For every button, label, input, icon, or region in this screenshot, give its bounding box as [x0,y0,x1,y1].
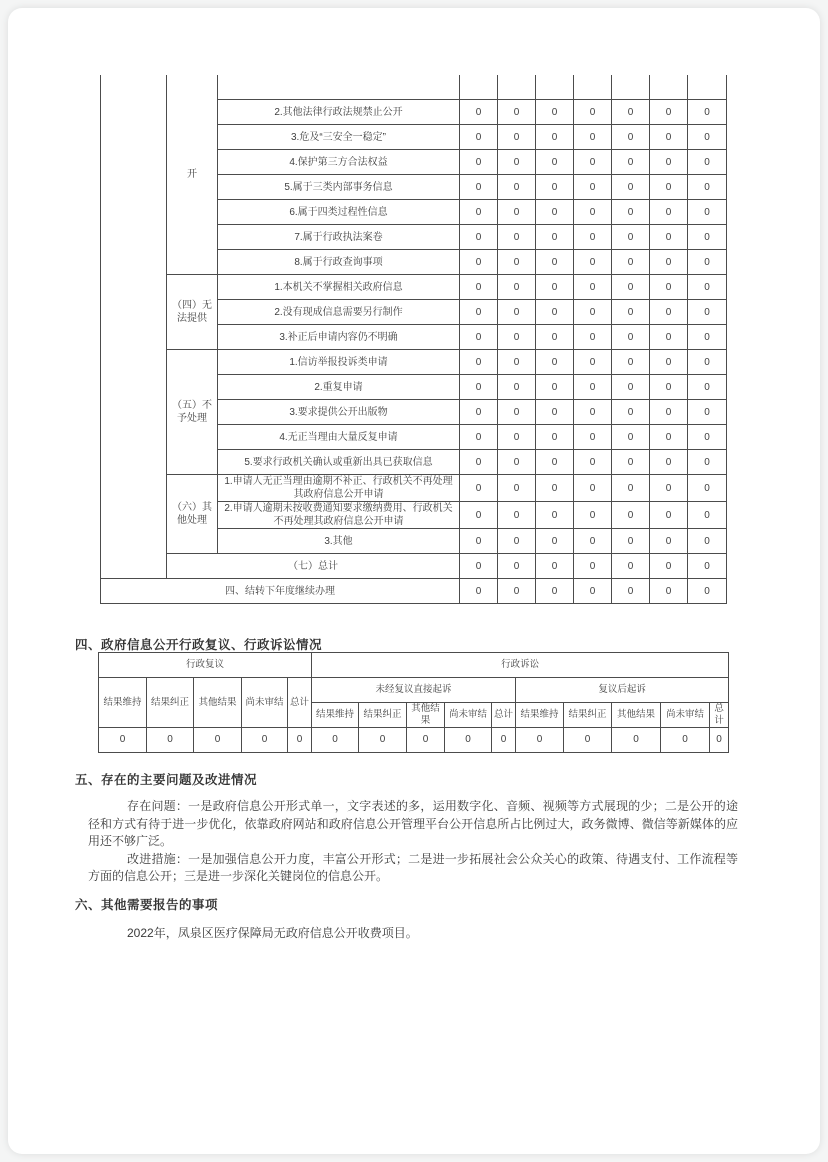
value-cell: 0 [612,375,650,400]
value-cell: 0 [460,350,498,375]
value-cell: 0 [650,150,688,175]
value-cell: 0 [574,175,612,200]
value-cell: 0 [460,425,498,450]
lawsuit-header-cell: 行政诉讼 [312,653,729,678]
direct-suit-header-cell: 未经复议直接起诉 [312,678,516,703]
row-label-cell: 5.要求行政机关确认或重新出具已获取信息 [218,450,460,475]
value-cell: 0 [574,225,612,250]
value-cell [612,75,650,100]
table-row [101,75,727,100]
value-cell: 0 [612,150,650,175]
improvements-paragraph: 改进措施：一是加强信息公开力度，丰富公开形式；二是进一步拓展社会公众关心的政策、待遇支付、工作流程等方面的信息公开；三是进一步深化关键岗位的信息公开。 [88,851,738,883]
value-cell: 0 [445,728,492,753]
value-cell: 0 [536,175,574,200]
problems-improvements-paragraphs [88,798,738,886]
value-cell: 0 [536,200,574,225]
value-cell: 0 [688,125,727,150]
row-label-cell [218,75,460,100]
value-cell: 0 [536,475,574,502]
column-header-cell: 结果纠正 [147,678,194,728]
value-cell: 0 [288,728,312,753]
value-cell: 0 [498,400,536,425]
column-header-cell: 尚未审结 [242,678,288,728]
value-cell: 0 [574,100,612,125]
value-cell: 0 [498,300,536,325]
value-cell: 0 [688,425,727,450]
value-cell: 0 [498,225,536,250]
value-cell: 0 [612,275,650,300]
value-cell: 0 [650,125,688,150]
value-cell: 0 [650,225,688,250]
value-cell [574,75,612,100]
value-cell: 0 [574,450,612,475]
column-header-cell: 总计 [710,703,729,728]
value-cell: 0 [536,450,574,475]
column-header-cell: 尚未审结 [661,703,710,728]
value-cell: 0 [147,728,194,753]
value-cell: 0 [460,375,498,400]
row-label-cell: 3.危及“三安全一稳定” [218,125,460,150]
value-cell: 0 [536,350,574,375]
value-cell: 0 [574,325,612,350]
value-cell: 0 [688,150,727,175]
value-cell: 0 [564,728,612,753]
value-cell: 0 [574,250,612,275]
column-header-cell: 结果维持 [99,678,147,728]
value-cell: 0 [574,125,612,150]
value-cell: 0 [650,250,688,275]
value-cell: 0 [574,400,612,425]
value-cell: 0 [650,529,688,554]
value-cell: 0 [460,300,498,325]
value-cell: 0 [612,554,650,579]
value-cell [536,75,574,100]
value-cell: 0 [460,554,498,579]
value-cell: 0 [612,502,650,529]
value-cell: 0 [498,375,536,400]
outer-category-spanner-cell [101,75,167,579]
value-cell [688,75,727,100]
value-cell: 0 [498,579,536,604]
section-heading-problems-improvements: 五、存在的主要问题及改进情况 [75,773,258,787]
value-cell [650,75,688,100]
value-cell: 0 [536,275,574,300]
value-cell: 0 [612,300,650,325]
value-cell: 0 [536,400,574,425]
value-cell: 0 [710,728,729,753]
value-cell: 0 [650,300,688,325]
value-cell: 0 [574,475,612,502]
value-cell: 0 [498,125,536,150]
value-cell: 0 [536,502,574,529]
review-litigation-table [98,652,729,753]
document-page [8,8,820,1154]
value-cell: 0 [688,529,727,554]
value-cell: 0 [688,579,727,604]
value-cell: 0 [612,225,650,250]
column-header-cell: 尚未审结 [445,703,492,728]
row-label-cell: 1.申请人无正当理由逾期不补正、行政机关不再处理其政府信息公开申请 [218,475,460,502]
value-cell: 0 [688,225,727,250]
value-cell: 0 [498,200,536,225]
section-heading-review-litigation: 四、政府信息公开行政复议、行政诉讼情况 [75,638,323,652]
group-label-cell: 开 [167,75,218,275]
value-cell: 0 [612,425,650,450]
value-cell: 0 [99,728,147,753]
value-cell [460,75,498,100]
value-cell: 0 [574,150,612,175]
value-cell: 0 [574,200,612,225]
other-matters-paragraph: 2022年，凤泉区医疗保障局无政府信息公开收费项目。 [127,926,418,940]
value-cell: 0 [460,100,498,125]
value-cell: 0 [612,350,650,375]
value-cell: 0 [536,375,574,400]
value-cell: 0 [650,400,688,425]
value-cell: 0 [460,250,498,275]
value-cell: 0 [498,325,536,350]
value-cell: 0 [498,350,536,375]
value-cell: 0 [498,175,536,200]
disclosure-statistics-table [100,75,727,604]
row-label-cell: 2.其他法律行政法规禁止公开 [218,100,460,125]
value-cell: 0 [688,100,727,125]
row-label-cell: 1.本机关不掌握相关政府信息 [218,275,460,300]
value-cell: 0 [688,502,727,529]
value-cell: 0 [536,529,574,554]
table-row [101,579,727,604]
value-cell: 0 [536,325,574,350]
table-row [99,728,729,753]
value-cell: 0 [536,579,574,604]
value-cell: 0 [650,579,688,604]
value-cell: 0 [650,375,688,400]
value-cell: 0 [688,375,727,400]
value-cell: 0 [498,529,536,554]
value-cell: 0 [574,300,612,325]
value-cell: 0 [574,579,612,604]
group-label-cell: （六）其他处理 [167,475,218,554]
value-cell: 0 [688,400,727,425]
value-cell: 0 [460,400,498,425]
value-cell: 0 [650,175,688,200]
group-label-cell: （五）不予处理 [167,350,218,475]
value-cell: 0 [498,554,536,579]
column-header-cell: 结果维持 [312,703,359,728]
value-cell: 0 [536,100,574,125]
value-cell: 0 [498,250,536,275]
value-cell: 0 [460,325,498,350]
table-row [101,475,727,502]
column-header-cell: 总计 [288,678,312,728]
value-cell: 0 [612,100,650,125]
row-label-cell: 3.要求提供公开出版物 [218,400,460,425]
value-cell: 0 [612,450,650,475]
value-cell: 0 [688,325,727,350]
after-review-suit-header-cell: 复议后起诉 [516,678,729,703]
value-cell: 0 [688,475,727,502]
row-label-cell: 5.属于三类内部事务信息 [218,175,460,200]
row-label-cell: 4.无正当理由大量反复申请 [218,425,460,450]
value-cell: 0 [460,502,498,529]
value-cell: 0 [536,125,574,150]
column-header-cell: 结果纠正 [564,703,612,728]
column-header-cell: 其他结果 [194,678,242,728]
value-cell: 0 [650,425,688,450]
row-label-cell: 1.信访举报投诉类申请 [218,350,460,375]
column-header-cell: 其他结果 [612,703,661,728]
value-cell: 0 [650,275,688,300]
value-cell: 0 [460,150,498,175]
value-cell: 0 [650,450,688,475]
value-cell: 0 [359,728,407,753]
table-row [101,350,727,375]
value-cell: 0 [612,579,650,604]
column-header-cell: 其他结果 [407,703,445,728]
value-cell: 0 [498,275,536,300]
value-cell: 0 [492,728,516,753]
section-heading-other-matters: 六、其他需要报告的事项 [75,898,219,912]
value-cell: 0 [688,200,727,225]
value-cell: 0 [574,554,612,579]
value-cell: 0 [650,554,688,579]
value-cell: 0 [612,200,650,225]
value-cell: 0 [574,375,612,400]
value-cell: 0 [688,175,727,200]
problems-paragraph: 存在问题：一是政府信息公开形式单一，文字表述的多，运用数字化、音频、视频等方式展现的少；二是公开的途径和方式有待于进一步优化，依靠政府网站和政府信息公开管理平台公开信息所占比例过大，政务微博、微信等新媒体的应用还不够广泛。 [88,799,738,848]
row-label-cell: 2.没有现成信息需要另行制作 [218,300,460,325]
value-cell: 0 [612,400,650,425]
value-cell: 0 [498,100,536,125]
row-label-cell: 3.补正后申请内容仍不明确 [218,325,460,350]
value-cell: 0 [612,250,650,275]
value-cell: 0 [688,350,727,375]
value-cell: 0 [498,502,536,529]
value-cell: 0 [574,425,612,450]
value-cell: 0 [498,475,536,502]
column-header-cell: 结果维持 [516,703,564,728]
value-cell: 0 [612,728,661,753]
value-cell: 0 [536,300,574,325]
value-cell: 0 [460,200,498,225]
table-row [101,554,727,579]
value-cell: 0 [536,250,574,275]
value-cell: 0 [407,728,445,753]
table-row [99,653,729,678]
value-cell: 0 [194,728,242,753]
row-label-cell: 3.其他 [218,529,460,554]
value-cell: 0 [612,529,650,554]
row-label-cell: 6.属于四类过程性信息 [218,200,460,225]
value-cell: 0 [688,300,727,325]
value-cell: 0 [574,350,612,375]
review-header-cell: 行政复议 [99,653,312,678]
value-cell: 0 [650,100,688,125]
value-cell: 0 [688,554,727,579]
value-cell: 0 [536,554,574,579]
value-cell: 0 [650,350,688,375]
value-cell: 0 [460,529,498,554]
value-cell: 0 [460,125,498,150]
value-cell: 0 [688,275,727,300]
value-cell: 0 [612,475,650,502]
value-cell: 0 [688,450,727,475]
value-cell: 0 [612,325,650,350]
value-cell: 0 [460,175,498,200]
value-cell: 0 [650,502,688,529]
row-label-cell: 7.属于行政执法案卷 [218,225,460,250]
value-cell: 0 [661,728,710,753]
column-header-cell: 总计 [492,703,516,728]
value-cell: 0 [650,325,688,350]
value-cell: 0 [574,529,612,554]
value-cell: 0 [574,275,612,300]
value-cell: 0 [536,150,574,175]
value-cell: 0 [612,175,650,200]
total-label-cell: （七）总计 [167,554,460,579]
group-label-cell: （四）无法提供 [167,275,218,350]
value-cell: 0 [498,425,536,450]
value-cell [498,75,536,100]
value-cell: 0 [516,728,564,753]
table-row [101,275,727,300]
row-label-cell: 2.重复申请 [218,375,460,400]
value-cell: 0 [498,450,536,475]
column-header-cell: 结果纠正 [359,703,407,728]
row-label-cell: 8.属于行政查询事项 [218,250,460,275]
other-matters-paragraphs [88,925,738,943]
value-cell: 0 [460,225,498,250]
value-cell: 0 [460,275,498,300]
value-cell: 0 [650,475,688,502]
value-cell: 0 [612,125,650,150]
value-cell: 0 [574,502,612,529]
row-label-cell: 2.申请人逾期未按收费通知要求缴纳费用、行政机关不再处理其政府信息公开申请 [218,502,460,529]
value-cell: 0 [460,475,498,502]
value-cell: 0 [688,250,727,275]
value-cell: 0 [650,200,688,225]
table-row [99,678,729,703]
value-cell: 0 [536,225,574,250]
value-cell: 0 [312,728,359,753]
value-cell: 0 [460,450,498,475]
value-cell: 0 [536,425,574,450]
value-cell: 0 [498,150,536,175]
value-cell: 0 [242,728,288,753]
carry-label-cell: 四、结转下年度继续办理 [101,579,460,604]
row-label-cell: 4.保护第三方合法权益 [218,150,460,175]
value-cell: 0 [460,579,498,604]
